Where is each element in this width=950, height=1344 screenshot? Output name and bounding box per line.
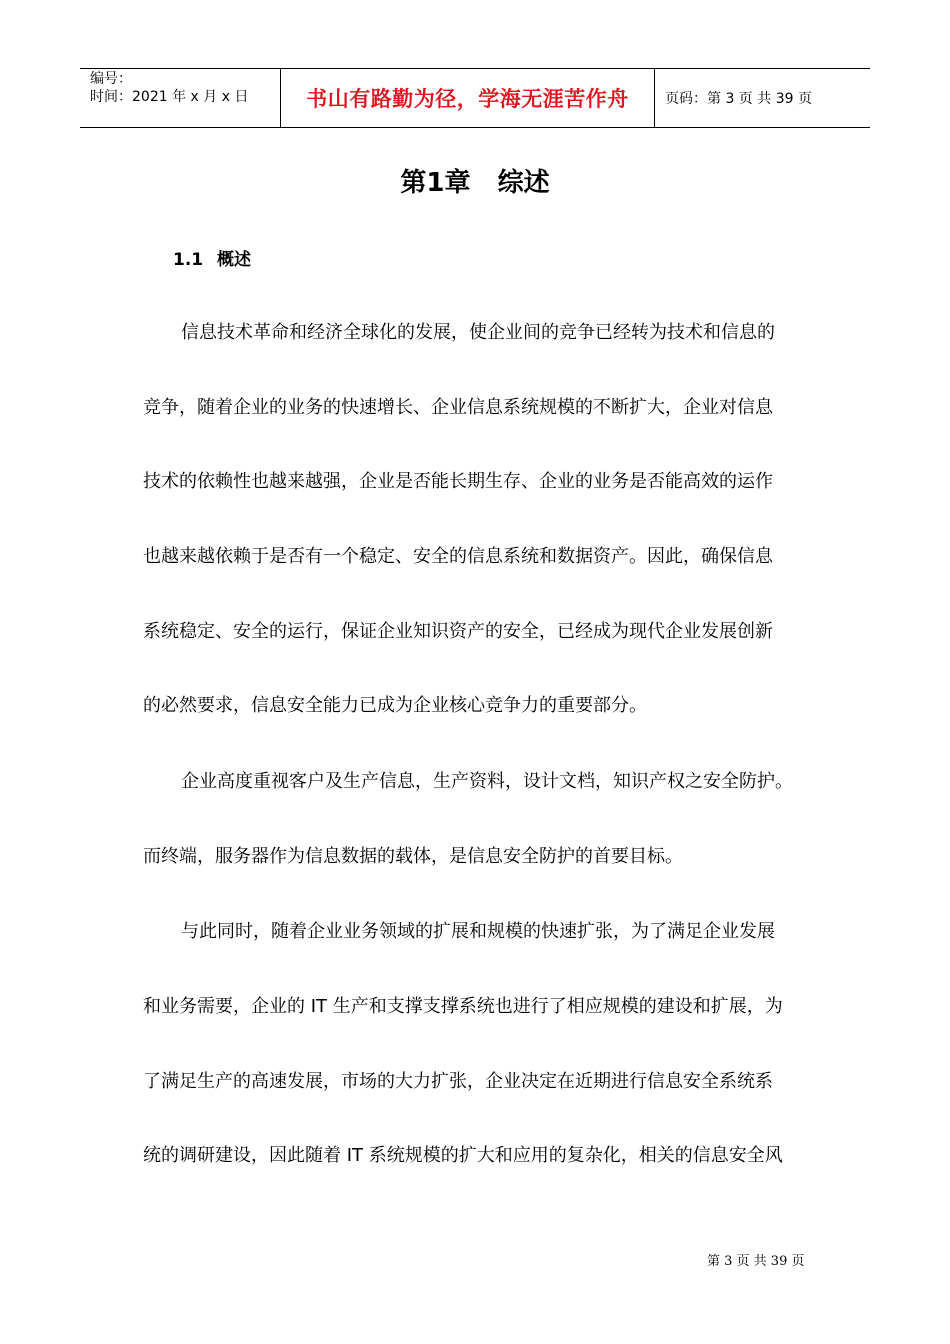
body-line: 而终端，服务器作为信息数据的载体，是信息安全防护的首要目标。 xyxy=(143,846,683,867)
body-line: 和业务需要，企业的 IT 生产和支撑支撑系统也进行了相应规模的建设和扩展，为 xyxy=(143,996,783,1017)
page-footer: 第 3 页 共 39 页 xyxy=(707,1254,805,1269)
document-time-label: 时间：2021 年 x 月 x 日 xyxy=(90,89,249,105)
header-meta-cell xyxy=(80,69,281,127)
header-motto: 书山有路勤为径，学海无涯苦作舟 xyxy=(281,69,655,127)
body-line: 企业高度重视客户及生产信息，生产资料，设计文档，知识产权之安全防护。 xyxy=(181,771,793,792)
body-line: 了满足生产的高速发展，市场的大力扩张，企业决定在近期进行信息安全系统系 xyxy=(143,1071,773,1092)
body-line: 信息技术革命和经济全球化的发展，使企业间的竞争已经转为技术和信息的 xyxy=(181,322,775,343)
page-header xyxy=(80,68,870,128)
body-line: 统的调研建设，因此随着 IT 系统规模的扩大和应用的复杂化，相关的信息安全风 xyxy=(143,1145,783,1166)
body-line: 的必然要求，信息安全能力已成为企业核心竞争力的重要部分。 xyxy=(143,695,647,716)
body-line: 与此同时，随着企业业务领域的扩展和规模的快速扩张，为了满足企业发展 xyxy=(181,921,775,942)
body-line: 技术的依赖性也越来越强，企业是否能长期生存、企业的业务是否能高效的运作 xyxy=(143,471,773,492)
header-page-info: 页码：第 3 页 共 39 页 xyxy=(665,91,812,107)
body-line: 系统稳定、安全的运行，保证企业知识资产的安全，已经成为现代企业发展创新 xyxy=(143,621,773,642)
document-number-label: 编号： xyxy=(90,71,132,87)
chapter-title: 第1章 综述 xyxy=(400,168,550,198)
body-line: 竞争，随着企业的业务的快速增长、企业信息系统规模的不断扩大，企业对信息 xyxy=(143,397,773,418)
body-line: 也越来越依赖于是否有一个稳定、安全的信息系统和数据资产。因此，确保信息 xyxy=(143,546,773,567)
section-title: 1.1 概述 xyxy=(173,250,252,270)
